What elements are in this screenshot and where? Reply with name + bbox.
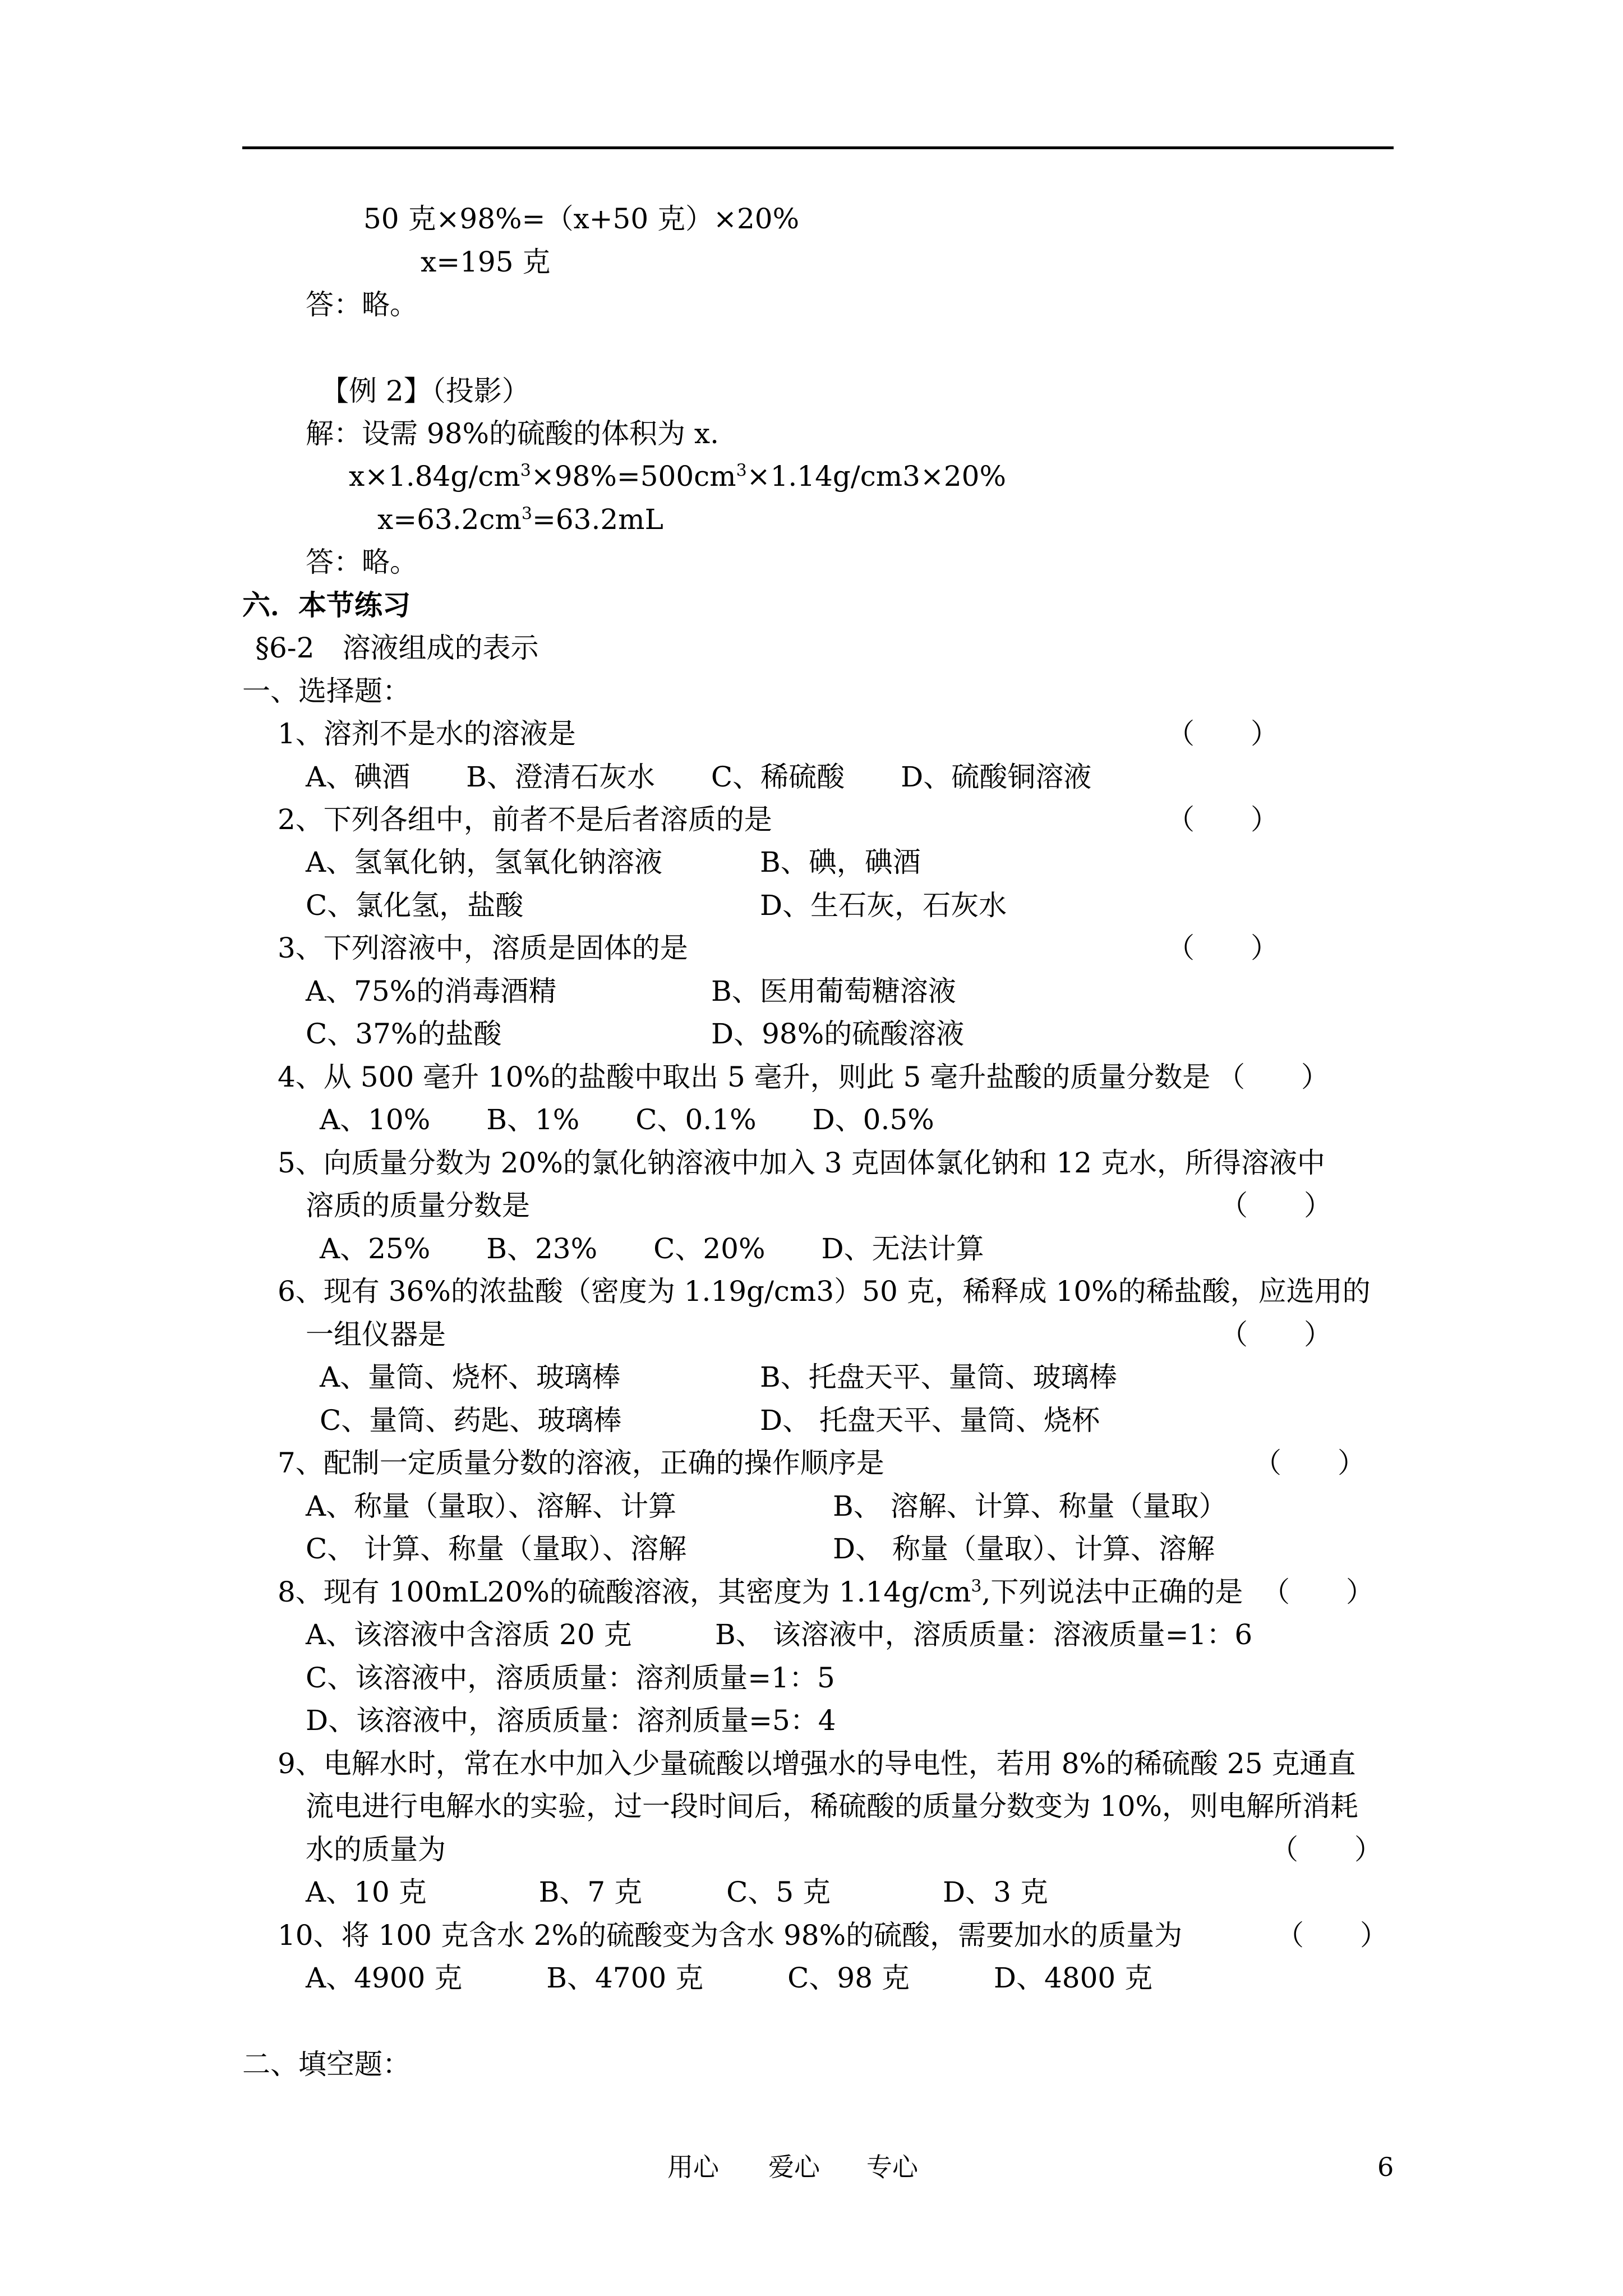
q10-options: A、4900 克 B、4700 克 C、98 克 D、4800 克 bbox=[306, 1962, 1153, 1994]
q8-option-d: D、该溶液中，溶质质量：溶剂质量=5：4 bbox=[306, 1704, 836, 1737]
example2-answer: 答：略。 bbox=[306, 546, 418, 578]
q6-option-d: D、 托盘天平、量筒、烧杯 bbox=[760, 1404, 1100, 1437]
example1-answer: 答：略。 bbox=[306, 288, 418, 321]
section-title: 六．本节练习 bbox=[242, 588, 411, 622]
example2-equation: $x\times 1.84g/cm^3\times 98\%=500cm^3\times 1.14g/cm3\times 20\%$ bbox=[349, 460, 1007, 493]
part2-heading: 二、填空题： bbox=[242, 2048, 411, 2081]
q7-option-d: D、 称量（量取）、计算、溶解 bbox=[833, 1533, 1215, 1565]
header-rule bbox=[242, 146, 1394, 149]
example1-result: x=195 克 bbox=[421, 246, 551, 278]
q8-option-c: C、该溶液中，溶质质量：溶剂质量=1：5 bbox=[306, 1662, 835, 1694]
q6-answer-blank: （ ） bbox=[1220, 1318, 1332, 1351]
q2-option-d: D、生石灰，石灰水 bbox=[760, 889, 1007, 922]
q1-options: A、碘酒 B、澄清石灰水 C、稀硫酸 D、硫酸铜溶液 bbox=[306, 761, 1092, 793]
example2-result: $x=63.2cm^3=63.2mL$ bbox=[377, 503, 663, 536]
q5-options: A、25% B、23% C、20% D、无法计算 bbox=[320, 1232, 984, 1265]
q8-answer-blank: （ ） bbox=[1262, 1576, 1374, 1608]
q10-answer-blank: （ ） bbox=[1276, 1919, 1388, 1952]
q4-answer-blank: （ ） bbox=[1217, 1061, 1329, 1093]
part1-heading: 一、选择题： bbox=[242, 675, 411, 707]
q9-stem-line1: 9、电解水时，常在水中加入少量硫酸以增强水的导电性，若用 8%的稀硫酸 25 克通直 bbox=[278, 1747, 1356, 1780]
example1-equation: 50 克×98%=（x+50 克）×20% bbox=[363, 203, 800, 235]
q1-stem: 1、溶剂不是水的溶液是 bbox=[278, 717, 576, 750]
q2-option-c: C、氯化氢，盐酸 bbox=[306, 889, 524, 922]
q6-stem-line1: 6、现有 36%的浓盐酸（密度为 1.19g/cm3）50 克，稀释成 10%的稀盐酸，应选用的 bbox=[278, 1275, 1371, 1308]
q2-answer-blank: （ ） bbox=[1166, 803, 1279, 836]
q2-option-a: A、氢氧化钠，氢氧化钠溶液 bbox=[306, 846, 663, 878]
q3-option-d: D、98%的硫酸溶液 bbox=[711, 1018, 965, 1050]
example2-setup: 解：设需 98%的硫酸的体积为 x. bbox=[306, 417, 720, 450]
footer-word-3: 专心 bbox=[866, 2152, 918, 2182]
q4-stem: 4、从 500 毫升 10%的盐酸中取出 5 毫升，则此 5 毫升盐酸的质量分数是 bbox=[278, 1061, 1211, 1093]
q3-option-c: C、37%的盐酸 bbox=[306, 1018, 502, 1050]
footer-word-1: 用心 bbox=[667, 2152, 719, 2182]
q6-option-c: C、量筒、药匙、玻璃棒 bbox=[320, 1404, 622, 1437]
q3-option-b: B、医用葡萄糖溶液 bbox=[711, 975, 956, 1007]
q9-options: A、10 克 B、7 克 C、5 克 D、3 克 bbox=[306, 1876, 1048, 1908]
q5-answer-blank: （ ） bbox=[1220, 1189, 1332, 1222]
q7-option-c: C、 计算、称量（量取）、溶解 bbox=[306, 1533, 687, 1565]
q8-stem: 8、现有 100mL20%的硫酸溶液，其密度为 $1.14g/cm^3$,下列说法中正确的是 bbox=[278, 1576, 1243, 1608]
example2-title: 【例 2】（投影） bbox=[321, 375, 530, 407]
q8-option-a: A、该溶液中含溶质 20 克 bbox=[306, 1618, 632, 1651]
q3-stem: 3、下列溶液中，溶质是固体的是 bbox=[278, 932, 688, 964]
q6-stem-line2: 一组仪器是 bbox=[306, 1318, 446, 1351]
q2-option-b: B、碘，碘酒 bbox=[760, 846, 921, 878]
q7-answer-blank: （ ） bbox=[1253, 1447, 1366, 1479]
q6-option-b: B、托盘天平、量筒、玻璃棒 bbox=[760, 1361, 1117, 1393]
q2-stem: 2、下列各组中，前者不是后者溶质的是 bbox=[278, 803, 772, 836]
q9-stem-line3: 水的质量为 bbox=[306, 1833, 446, 1866]
q3-answer-blank: （ ） bbox=[1166, 932, 1279, 964]
q7-option-b: B、 溶解、计算、称量（量取） bbox=[833, 1490, 1227, 1522]
q5-stem-line2: 溶质的质量分数是 bbox=[306, 1189, 530, 1222]
page-number: 6 bbox=[1377, 2152, 1394, 2182]
q6-option-a: A、量筒、烧杯、玻璃棒 bbox=[320, 1361, 621, 1393]
q9-stem-line2: 流电进行电解水的实验，过一段时间后，稀硫酸的质量分数变为 10%，则电解所消耗 bbox=[306, 1790, 1359, 1823]
footer-word-2: 爱心 bbox=[768, 2152, 820, 2182]
q7-option-a: A、称量（量取）、溶解、计算 bbox=[306, 1490, 677, 1522]
q9-answer-blank: （ ） bbox=[1270, 1833, 1382, 1866]
section-subtitle: §6-2 溶液组成的表示 bbox=[255, 632, 539, 664]
q4-options: A、10% B、1% C、0.1% D、0.5% bbox=[320, 1103, 934, 1136]
q7-stem: 7、配制一定质量分数的溶液，正确的操作顺序是 bbox=[278, 1447, 884, 1479]
q3-option-a: A、75%的消毒酒精 bbox=[306, 975, 557, 1007]
q5-stem-line1: 5、向质量分数为 20%的氯化钠溶液中加入 3 克固体氯化钠和 12 克水，所得溶液中 bbox=[278, 1147, 1325, 1179]
q10-stem: 10、将 100 克含水 2%的硫酸变为含水 98%的硫酸，需要加水的质量为 bbox=[278, 1919, 1183, 1952]
q8-option-b: B、 该溶液中，溶质质量：溶液质量=1：6 bbox=[715, 1618, 1253, 1651]
q1-answer-blank: （ ） bbox=[1166, 717, 1279, 750]
